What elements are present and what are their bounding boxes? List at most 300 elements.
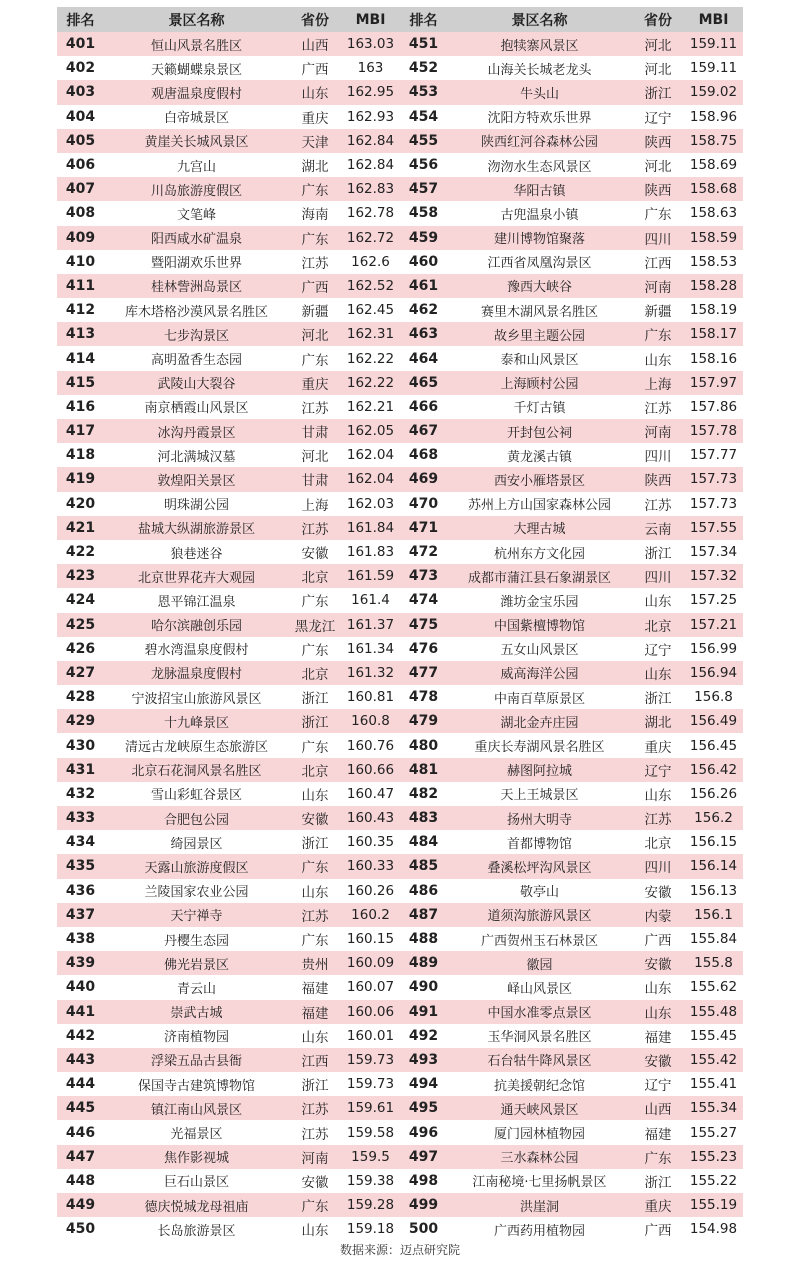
left-province-cell: 河北 [301,328,329,345]
left-mbi-cell: 160.33 [346,858,395,875]
left-name-cell: 碧水湾温泉度假村 [144,643,249,659]
right-mbi-cell: 155.48 [689,1003,738,1020]
ranking-table-container [57,7,743,1241]
left-province-cell: 江苏 [301,908,329,925]
right-mbi-cell: 155.23 [689,1148,738,1165]
right-rank-cell: 496 [408,1124,439,1141]
right-province-cell: 广东 [644,1150,672,1167]
table-row [57,419,743,443]
left-province-cell: 湖北 [301,159,329,176]
left-province-cell: 广东 [301,739,329,756]
left-rank-cell: 403 [65,84,96,101]
left-province-cell: 广东 [301,594,329,611]
right-mbi-cell: 158.16 [689,350,738,367]
left-rank-cell: 414 [65,350,96,367]
right-mbi-cell: 158.96 [689,108,738,125]
left-name-cell: 明珠湖公园 [163,498,229,514]
left-name-cell: 库木塔格沙漠风景名胜区 [124,304,268,320]
right-mbi-cell: 158.69 [689,157,738,174]
left-mbi-cell: 162.84 [346,132,395,149]
table-row [57,322,743,346]
table-row [57,467,743,491]
table-row [57,685,743,709]
left-province-cell: 上海 [301,497,329,514]
table-row [57,1145,743,1169]
table-row [57,1169,743,1193]
left-name-cell: 狼巷迷谷 [170,546,223,562]
right-rank-cell: 457 [408,181,439,198]
left-mbi-cell: 160.01 [346,1027,395,1044]
left-mbi-cell: 163 [357,60,384,77]
left-province-cell: 江苏 [301,400,329,417]
right-rank-cell: 491 [408,1003,439,1020]
right-rank-cell: 488 [408,931,439,948]
left-name-cell: 白帝城景区 [163,111,229,127]
left-name-cell: 观唐温泉度假村 [150,86,242,102]
left-name-cell: 绮园景区 [170,836,223,852]
right-name-cell: 沕沕水生态风景区 [487,159,592,175]
right-name-cell: 叠溪松坪沟风景区 [487,860,592,876]
left-rank-cell: 432 [65,785,96,802]
left-rank-cell: 428 [65,689,96,706]
left-rank-cell: 431 [65,761,96,778]
right-province-cell: 江苏 [644,812,672,829]
right-province-cell: 重庆 [644,739,672,756]
right-mbi-cell: 157.97 [689,374,738,391]
right-name-cell: 广西药用植物园 [493,1223,585,1239]
right-name-cell: 中国紫檀博物馆 [493,619,585,635]
left-name-cell: 阳西咸水矿温泉 [150,232,242,248]
right-mbi-cell: 156.26 [689,785,738,802]
left-name-cell: 文笔峰 [176,207,216,223]
left-name-cell: 冰沟丹霞景区 [157,425,236,441]
right-name-cell: 五女山风景区 [500,643,579,659]
left-mbi-cell: 162.78 [346,205,395,222]
left-rank-cell: 442 [65,1027,96,1044]
right-rank-cell: 468 [408,447,439,464]
left-rank-cell: 439 [65,955,96,972]
left-rank-cell: 401 [65,36,96,53]
left-mbi-cell: 161.34 [346,640,395,657]
left-province-cell: 贵州 [301,957,329,974]
left-province-cell: 安徽 [301,812,329,829]
right-province-cell: 江苏 [644,497,672,514]
right-province-cell: 安徽 [644,957,672,974]
right-name-cell: 通天峡风景区 [500,1102,579,1118]
right-name-cell: 陕西红河谷森林公园 [480,135,598,151]
right-mbi-cell: 156.8 [694,689,733,706]
right-province-cell: 内蒙 [644,908,672,925]
right-name-cell: 中国水准零点景区 [487,1006,592,1022]
right-name-cell: 泰和山风景区 [500,353,579,369]
left-mbi-cell: 159.58 [346,1124,395,1141]
left-mbi-cell: 159.5 [351,1148,390,1165]
left-mbi-cell: 161.32 [346,664,395,681]
left-rank-cell: 433 [65,810,96,827]
right-province-cell: 江西 [644,255,672,272]
right-rank-cell: 466 [408,398,439,415]
right-rank-cell: 456 [408,157,439,174]
left-mbi-cell: 159.38 [346,1172,395,1189]
right-rank-cell: 465 [408,374,439,391]
right-mbi-cell: 157.55 [689,519,738,536]
right-name-cell: 大理古城 [513,522,566,538]
left-rank-cell: 416 [65,398,96,415]
left-province-cell: 广东 [301,231,329,248]
left-name-cell: 兰陵国家农业公园 [144,885,249,901]
right-rank-cell: 469 [408,471,439,488]
right-mbi-cell: 157.78 [689,423,738,440]
left-name-cell: 长岛旅游景区 [157,1223,236,1239]
right-name-cell: 建川博物馆聚落 [493,232,585,248]
right-province-cell: 四川 [644,449,672,466]
right-mbi-cell: 155.27 [689,1124,738,1141]
left-rank-cell: 406 [65,157,96,174]
left-name-cell: 暨阳湖欢乐世界 [150,256,242,272]
left-name-cell: 光福景区 [170,1127,223,1143]
right-rank-cell: 478 [408,689,439,706]
right-province-cell: 江苏 [644,400,672,417]
right-name-cell: 洪崖洞 [519,1199,559,1215]
right-name-cell: 中南百草原景区 [493,691,585,707]
right-name-cell: 江西省凤凰沟景区 [487,256,592,272]
right-rank-cell: 461 [408,277,439,294]
left-province-cell: 山东 [301,1029,329,1046]
right-province-cell: 浙江 [644,691,672,708]
left-name-cell: 北京石花洞风景名胜区 [131,764,262,780]
left-mbi-cell: 160.2 [351,906,390,923]
table-row [57,637,743,661]
right-name-cell: 潍坊金宝乐园 [500,594,579,610]
right-mbi-cell: 158.53 [689,253,738,270]
left-mbi-cell: 161.59 [346,568,395,585]
header-row [57,7,743,32]
table-row [57,298,743,322]
table-row [57,56,743,80]
right-name-cell: 抗美援朝纪念馆 [493,1078,585,1094]
right-province-cell: 陕西 [644,134,672,151]
left-mbi-cell: 159.28 [346,1197,395,1214]
right-rank-cell: 500 [408,1221,439,1238]
right-rank-cell: 462 [408,302,439,319]
left-name-cell: 青云山 [176,981,216,997]
right-province-cell: 福建 [644,1029,672,1046]
left-province-cell: 新疆 [301,304,329,321]
left-province-cell: 山东 [301,86,329,103]
right-name-cell: 赫图阿拉城 [506,764,572,780]
right-mbi-cell: 158.68 [689,181,738,198]
left-name-cell: 恩平锦江温泉 [157,594,236,610]
table-row [57,830,743,854]
right-rank-cell: 474 [408,592,439,609]
table-body [57,32,743,1241]
left-rank-cell: 420 [65,495,96,512]
table-row [57,346,743,370]
table-row [57,709,743,733]
right-mbi-cell: 156.99 [689,640,738,657]
right-province-cell: 辽宁 [644,642,672,659]
left-rank-cell: 427 [65,664,96,681]
table-row [57,1024,743,1048]
left-name-cell: 佛光岩景区 [163,957,229,973]
right-name-cell: 石台牯牛降风景区 [487,1054,592,1070]
table-row [57,395,743,419]
table-row [57,613,743,637]
right-name-cell: 故乡里主题公园 [493,328,585,344]
right-mbi-cell: 156.2 [694,810,733,827]
table-row [57,540,743,564]
right-mbi-cell: 157.25 [689,592,738,609]
left-mbi-cell: 162.31 [346,326,395,343]
left-province-cell: 浙江 [301,715,329,732]
left-mbi-cell: 162.72 [346,229,395,246]
left-province-cell: 海南 [301,207,329,224]
right-mbi-cell: 155.42 [689,1051,738,1068]
right-province-cell: 四川 [644,231,672,248]
left-name-cell: 清远古龙峡原生态旅游区 [124,740,268,756]
left-rank-cell: 408 [65,205,96,222]
table-row [57,758,743,782]
left-mbi-cell: 162.6 [351,253,390,270]
right-province-cell: 新疆 [644,304,672,321]
left-name-cell: 巨石山景区 [163,1175,229,1191]
right-name-cell: 徽园 [526,957,553,973]
left-rank-cell: 435 [65,858,96,875]
left-mbi-cell: 162.22 [346,350,395,367]
left-rank-cell: 436 [65,882,96,899]
right-name-cell: 玉华洞风景名胜区 [487,1030,592,1046]
left-province-cell: 甘肃 [301,425,329,442]
right-mbi-cell: 159.11 [689,60,738,77]
table-row [57,80,743,104]
left-mbi-cell: 160.76 [346,737,395,754]
right-province-cell: 河南 [644,425,672,442]
left-rank-cell: 424 [65,592,96,609]
right-name-cell: 抱犊寨风景区 [500,38,579,54]
left-province-cell: 北京 [301,570,329,587]
left-mbi-cell: 159.73 [346,1076,395,1093]
table-row [57,32,743,56]
right-province-cell: 四川 [644,570,672,587]
right-name-cell: 首都博物馆 [506,836,572,852]
right-province-cell: 广西 [644,1223,672,1240]
right-rank-cell: 483 [408,810,439,827]
right-mbi-cell: 157.32 [689,568,738,585]
left-province-cell: 江苏 [301,1126,329,1143]
right-name-cell: 西安小雁塔景区 [493,473,585,489]
right-province-cell: 河北 [644,38,672,55]
right-name-cell: 成都市蒲江县石象湖景区 [467,570,611,586]
left-province-cell: 福建 [301,1005,329,1022]
right-rank-cell: 479 [408,713,439,730]
right-province-cell: 陕西 [644,183,672,200]
table-header [57,7,743,32]
right-name-cell: 杭州东方文化园 [493,546,585,562]
left-name-cell: 天籁蝴蝶泉景区 [150,62,242,78]
left-rank-cell: 410 [65,253,96,270]
table-row [57,951,743,975]
right-mbi-cell: 156.14 [689,858,738,875]
left-name-cell: 丹樱生态园 [163,933,229,949]
right-mbi-cell: 156.42 [689,761,738,778]
right-province-cell: 云南 [644,521,672,538]
right-province-cell: 山东 [644,787,672,804]
table-row [57,782,743,806]
left-mbi-cell: 160.15 [346,931,395,948]
left-mbi-cell: 160.8 [351,713,390,730]
right-province-cell: 河南 [644,279,672,296]
right-rank-cell: 452 [408,60,439,77]
left-province-cell: 安徽 [301,1174,329,1191]
left-mbi-cell: 162.93 [346,108,395,125]
header-name-right: 景区名称 [447,7,632,32]
right-mbi-cell: 155.45 [689,1027,738,1044]
right-rank-cell: 482 [408,785,439,802]
right-province-cell: 北京 [644,618,672,635]
left-rank-cell: 449 [65,1197,96,1214]
table-row [57,129,743,153]
right-rank-cell: 476 [408,640,439,657]
right-mbi-cell: 157.73 [689,471,738,488]
table-row [57,661,743,685]
right-name-cell: 三水森林公园 [500,1151,579,1167]
right-name-cell: 广西贺州玉石林景区 [480,933,598,949]
left-province-cell: 江苏 [301,255,329,272]
right-rank-cell: 455 [408,132,439,149]
table-row [57,105,743,129]
left-name-cell: 龙脉温泉度假村 [150,667,242,683]
right-name-cell: 威高海洋公园 [500,667,579,683]
table-row [57,588,743,612]
right-province-cell: 辽宁 [644,1078,672,1095]
left-name-cell: 武陵山大裂谷 [157,377,236,393]
right-rank-cell: 475 [408,616,439,633]
right-name-cell: 峄山风景区 [506,981,572,997]
left-rank-cell: 443 [65,1051,96,1068]
left-mbi-cell: 162.05 [346,423,395,440]
right-name-cell: 山海关长城老龙头 [487,62,592,78]
right-province-cell: 广东 [644,328,672,345]
left-name-cell: 天露山旅游度假区 [144,860,249,876]
right-name-cell: 开封包公祠 [506,425,572,441]
left-name-cell: 高明盈香生态园 [150,353,242,369]
right-mbi-cell: 155.41 [689,1076,738,1093]
right-name-cell: 牛头山 [519,86,559,102]
left-province-cell: 河南 [301,1150,329,1167]
left-rank-cell: 422 [65,544,96,561]
right-name-cell: 苏州上方山国家森林公园 [467,498,611,514]
right-mbi-cell: 156.94 [689,664,738,681]
right-province-cell: 广西 [644,933,672,950]
right-rank-cell: 499 [408,1197,439,1214]
right-province-cell: 山西 [644,1102,672,1119]
left-rank-cell: 438 [65,931,96,948]
right-name-cell: 上海顾村公园 [500,377,579,393]
right-rank-cell: 495 [408,1100,439,1117]
left-mbi-cell: 159.61 [346,1100,395,1117]
table-row [57,879,743,903]
right-name-cell: 豫西大峡谷 [506,280,572,296]
right-mbi-cell: 158.59 [689,229,738,246]
left-province-cell: 北京 [301,666,329,683]
table-row [57,927,743,951]
right-rank-cell: 453 [408,84,439,101]
left-mbi-cell: 162.45 [346,302,395,319]
right-mbi-cell: 158.19 [689,302,738,319]
left-name-cell: 七步沟景区 [163,328,229,344]
right-mbi-cell: 157.34 [689,544,738,561]
left-rank-cell: 434 [65,834,96,851]
table-row [57,1048,743,1072]
right-name-cell: 江南秘境·七里扬帆景区 [472,1175,607,1191]
left-name-cell: 北京世界花卉大观园 [137,570,255,586]
left-name-cell: 桂林訾洲岛景区 [150,280,242,296]
left-rank-cell: 429 [65,713,96,730]
right-rank-cell: 487 [408,906,439,923]
left-rank-cell: 437 [65,906,96,923]
right-name-cell: 华阳古镇 [513,183,566,199]
right-rank-cell: 485 [408,858,439,875]
left-rank-cell: 404 [65,108,96,125]
left-rank-cell: 448 [65,1172,96,1189]
left-rank-cell: 445 [65,1100,96,1117]
right-rank-cell: 498 [408,1172,439,1189]
data-source-note: 数据来源：迈点研究院 [339,1243,460,1257]
right-name-cell: 沈阳方特欢乐世界 [487,111,592,127]
right-mbi-cell: 158.63 [689,205,738,222]
left-name-cell: 黄崖关长城风景区 [144,135,249,151]
left-name-cell: 川岛旅游度假区 [150,183,242,199]
right-mbi-cell: 156.15 [689,834,738,851]
left-name-cell: 崇武古城 [170,1006,223,1022]
right-mbi-cell: 155.62 [689,979,738,996]
left-mbi-cell: 160.07 [346,979,395,996]
right-mbi-cell: 159.02 [689,84,738,101]
table-row [57,443,743,467]
right-rank-cell: 477 [408,664,439,681]
table-row [57,733,743,757]
left-rank-cell: 413 [65,326,96,343]
left-mbi-cell: 160.66 [346,761,395,778]
left-rank-cell: 426 [65,640,96,657]
left-name-cell: 宁波招宝山旅游风景区 [131,691,262,707]
header-rank-right: 排名 [400,7,447,32]
right-province-cell: 广东 [644,207,672,224]
header-mbi-left: MBI [341,7,400,32]
right-province-cell: 山东 [644,352,672,369]
left-province-cell: 山东 [301,787,329,804]
right-rank-cell: 490 [408,979,439,996]
left-name-cell: 镇江南山风景区 [150,1102,242,1118]
left-name-cell: 南京栖霞山风景区 [144,401,249,417]
left-mbi-cell: 162.22 [346,374,395,391]
right-rank-cell: 486 [408,882,439,899]
right-rank-cell: 459 [408,229,439,246]
header-mbi-right: MBI [684,7,743,32]
right-name-cell: 道须沟旅游风景区 [487,909,592,925]
right-province-cell: 安徽 [644,1053,672,1070]
left-rank-cell: 441 [65,1003,96,1020]
left-province-cell: 北京 [301,763,329,780]
left-province-cell: 广东 [301,860,329,877]
left-name-cell: 恒山风景名胜区 [150,38,242,54]
left-province-cell: 福建 [301,981,329,998]
left-rank-cell: 430 [65,737,96,754]
right-rank-cell: 492 [408,1027,439,1044]
left-rank-cell: 419 [65,471,96,488]
left-rank-cell: 407 [65,181,96,198]
table-row [57,250,743,274]
